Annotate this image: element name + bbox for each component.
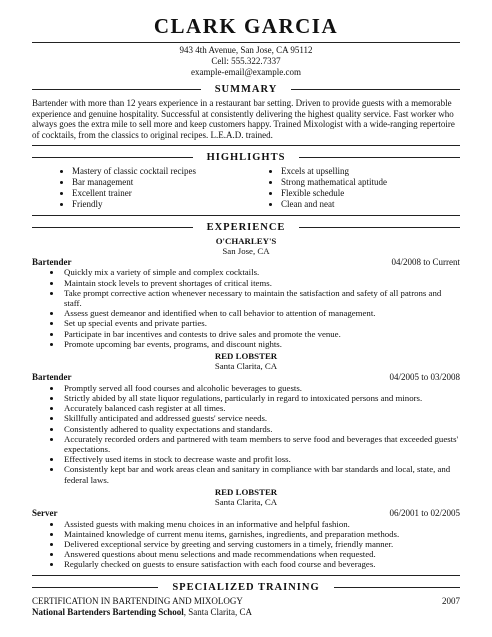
list-item: • Regularly checked on guests to ensure satisfaction with each food course and beverages.: [62, 559, 460, 569]
job-title: Bartender: [32, 256, 72, 267]
list-item: • Friendly: [72, 199, 251, 210]
job-duties: [32, 519, 460, 570]
job-company: RED LOBSTER: [214, 350, 278, 361]
list-item: • Maintained knowledge of current menu items, garnishes, ingredients, and preparation methods.: [62, 529, 460, 539]
job-duties: [32, 383, 460, 485]
job-location: San Jose, CA: [222, 246, 270, 257]
section-title: SUMMARY: [214, 84, 278, 95]
job-duties: [32, 267, 460, 349]
divider: [32, 227, 193, 228]
list-item: • Strictly abided by all state liquor regulations, particularly in regard to intoxicated persons and minors.: [62, 393, 460, 403]
job-title: Bartender: [32, 371, 72, 382]
list-item: • Bar management: [72, 177, 251, 188]
divider: [32, 157, 193, 158]
divider: [32, 145, 460, 146]
email: example-email@example.com: [191, 67, 301, 77]
job-company: RED LOBSTER: [214, 486, 278, 497]
divider: [334, 587, 460, 588]
job-title-row: [32, 372, 460, 383]
list-item: • Set up special events and private parties.: [62, 318, 460, 328]
divider: [32, 575, 460, 576]
job-location: Santa Clarita, CA: [214, 497, 278, 508]
list-item: • Mastery of classic cocktail recipes: [72, 166, 251, 177]
job-title: Server: [32, 507, 58, 518]
section-title: HIGHLIGHTS: [206, 152, 286, 164]
divider: [32, 587, 158, 588]
header-rule: [32, 42, 460, 43]
job-company: O'CHARLEY'S: [215, 235, 277, 246]
list-item: • Accurately balanced cash register at all times.: [62, 403, 460, 413]
list-item: • Assisted guests with making menu choices in an informative and helpful fashion.: [62, 519, 460, 529]
school-location: , Santa Clarita, CA: [183, 606, 253, 617]
divider: [32, 215, 460, 216]
highlights-left: [32, 166, 251, 209]
divider: [299, 157, 460, 158]
job-entry: [32, 487, 460, 570]
certification-name: CERTIFICATION IN BARTENDING AND MIXOLOGY: [32, 595, 243, 606]
summary-text: Bartender with more than 12 years experience in a restaurant bar setting. Driven to provide guests with a memorable experience and genuine hospitality. Successful at consistently delivering the highest quality service. Fast worker who always goes the extra mile to sell more and keep customers happy. Trained Mixologist with a wide-ranging repertoire of cocktails, from the classics to original recipes. L.E.A.D. trained.: [32, 98, 455, 140]
highlights-right: [251, 166, 460, 209]
certification-year: 2007: [442, 595, 460, 606]
divider: [32, 89, 201, 90]
list-item: • Assess guest demeanor and identified when to call behavior to attention of management.: [62, 308, 460, 318]
list-item: • Take prompt corrective action whenever necessary to maintain the satisfaction and safety of all patrons and staff.: [62, 288, 460, 308]
list-item: • Skillfully anticipated and addressed guests' service needs.: [62, 413, 460, 423]
list-item: • Effectively used items in stock to decrease waste and profit loss.: [62, 454, 460, 464]
job-title-row: [32, 257, 460, 268]
cell-phone: Cell: 555.322.7337: [211, 56, 281, 66]
job-entry: [32, 351, 460, 485]
list-item: • Promote upcoming bar events, programs, and discount nights.: [62, 339, 460, 349]
experience-heading: [32, 221, 460, 234]
divider: [291, 89, 460, 90]
job-title-row: [32, 508, 460, 519]
list-item: • Accurately recorded orders and partnered with team members to serve food and beverages that exceeded guests' expectations.: [62, 434, 460, 454]
highlights-heading: [32, 151, 460, 164]
training-school: [32, 607, 460, 618]
list-item: • Quickly mix a variety of simple and complex cocktails.: [62, 267, 460, 277]
list-item: • Strong mathematical aptitude: [281, 177, 460, 188]
training-heading: [32, 581, 460, 594]
school-name: National Bartenders Bartending School: [32, 606, 184, 617]
divider: [299, 227, 460, 228]
list-item: • Consistently kept bar and work areas clean and sanitary in compliance with bar standards and local, state, and federal laws.: [62, 464, 460, 484]
highlights-list: [32, 166, 460, 209]
job-entry: [32, 236, 460, 349]
section-title: SPECIALIZED TRAINING: [172, 581, 320, 593]
list-item: • Maintain stock levels to prevent shortages of critical items.: [62, 278, 460, 288]
job-dates: 04/2008 to Current: [391, 256, 460, 267]
job-dates: 04/2005 to 03/2008: [389, 371, 460, 382]
candidate-name: CLARK GARCIA: [153, 14, 339, 38]
summary-heading: [32, 83, 460, 96]
list-item: • Excels at upselling: [281, 166, 460, 177]
list-item: • Promptly served all food courses and alcoholic beverages to guests.: [62, 383, 460, 393]
list-item: • Answered questions about menu selections and made recommendations when requested.: [62, 549, 460, 559]
training-row: [32, 596, 460, 607]
list-item: • Delivered exceptional service by greeting and serving customers in a timely, friendly manner.: [62, 539, 460, 549]
address: 943 4th Avenue, San Jose, CA 95112: [179, 45, 313, 55]
list-item: • Flexible schedule: [281, 188, 460, 199]
list-item: • Participate in bar incentives and contests to drive sales and promote the venue.: [62, 329, 460, 339]
list-item: • Consistently adhered to quality expectations and standards.: [62, 424, 460, 434]
section-title: EXPERIENCE: [206, 221, 286, 233]
list-item: • Clean and neat: [281, 199, 460, 210]
list-item: • Excellent trainer: [72, 188, 251, 199]
job-dates: 06/2001 to 02/2005: [389, 507, 460, 518]
contact-block: [32, 45, 460, 78]
job-location: Santa Clarita, CA: [214, 361, 278, 372]
